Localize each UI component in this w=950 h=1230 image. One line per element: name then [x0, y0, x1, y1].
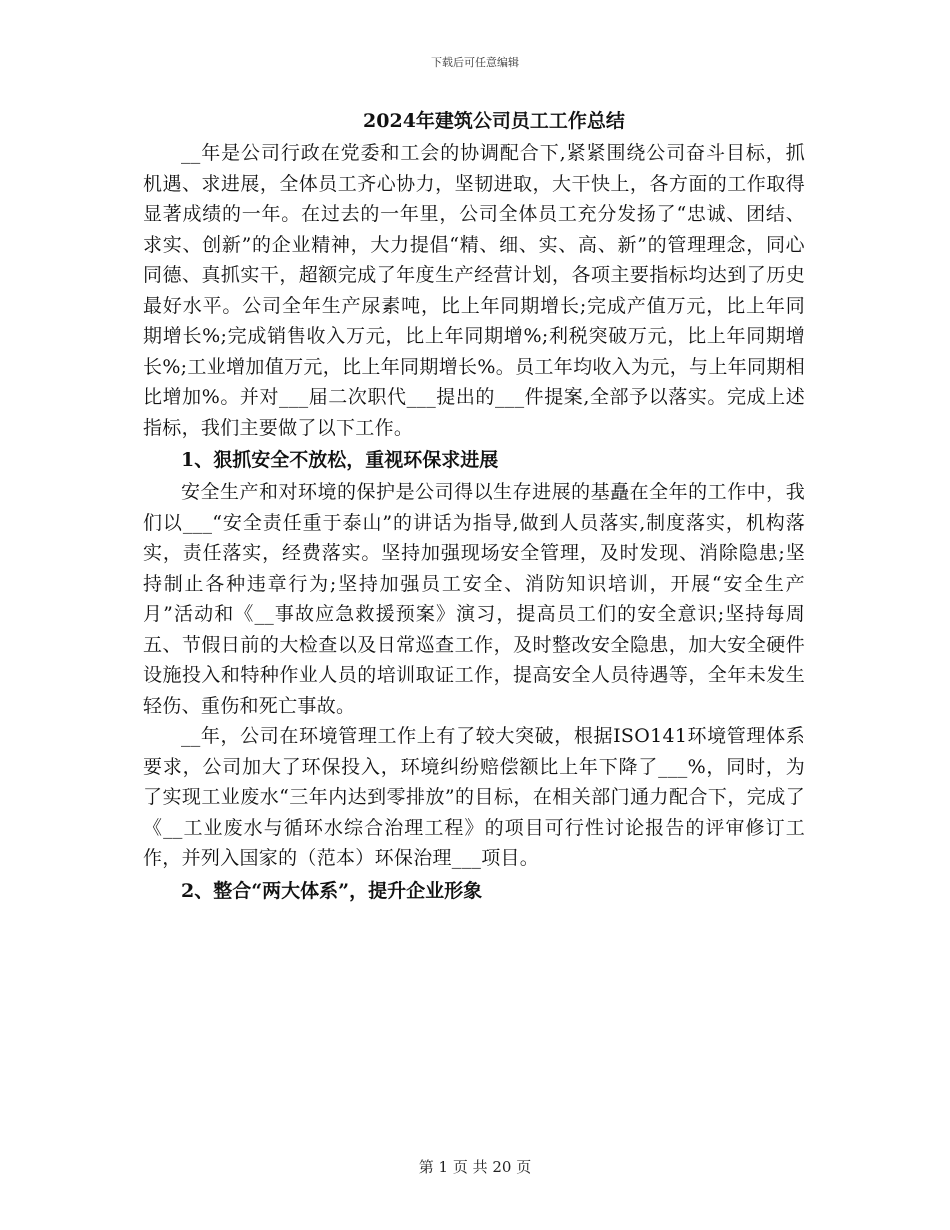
section-heading-1: 1、狠抓安全不放松，重视环保求进展: [181, 449, 499, 471]
page-number-footer: 第 1 页 共 20 页: [418, 1158, 532, 1176]
paragraph-intro: __年是公司行政在党委和工会的协调配合下,紧紧围绕公司奋斗目标，抓机遇、求进展，全体员工齐心协力，坚韧进取，大干快上，各方面的工作取得显著成绩的一年。在过去的一年里，公司全体员工充分发扬了“忠诚、团结、求实、创新”的企业精神，大力提倡“精、细、实、高、新”的管理理念，同心同德、真抓实干，超额完成了年度生产经营计划，各项主要指标均达到了历史最好水平。公司全年生产尿素吨，比上年同期增长;完成产值万元，比上年同期增长%;完成销售收入万元，比上年同期增%;利税突破万元，比上年同期增长%;工业增加值万元，比上年同期增长%。员工年均收入为元，与上年同期相比增加%。并对___届二次职代___提出的___件提案,全部予以落实。完成上述指标，我们主要做了以下工作。: [143, 142, 805, 439]
paragraph-safety: 安全生产和对环境的保护是公司得以生存进展的基矗在全年的工作中，我们以___“安全责任重于泰山”的讲话为指导,做到人员落实,制度落实，机构落实，责任落实，经费落实。坚持加强现场安全管理，及时发现、消除隐患;坚持制止各种违章行为;坚持加强员工安全、消防知识培训，开展“安全生产月”活动和《__事故应急救援预案》演习，提高员工们的安全意识;坚持每周五、节假日前的大检查以及日常巡查工作，及时整改安全隐患，加大安全硬件设施投入和特种作业人员的培训取证工作，提高安全人员待遇等，全年未发生轻伤、重伤和死亡事故。: [143, 481, 805, 717]
document-title: 2024年建筑公司员工工作总结: [363, 110, 625, 132]
paragraph-environment: __年，公司在环境管理工作上有了较大突破，根据ISO141环境管理体系要求，公司加大了环保投入，环境纠纷赔偿额比上年下降了___%，同时，为了实现工业废水“三年内达到零排放”的目标，在相关部门通力配合下，完成了《__工业废水与循环水综合治理工程》的项目可行性讨论报告的评审修订工作，并列入国家的（范本）环保治理___项目。: [143, 725, 805, 869]
document-body: [143, 104, 805, 908]
page-header-note: 下载后可任意编辑: [431, 56, 519, 69]
section-heading-2: 2、整合“两大体系”，提升企业形象: [181, 879, 483, 902]
